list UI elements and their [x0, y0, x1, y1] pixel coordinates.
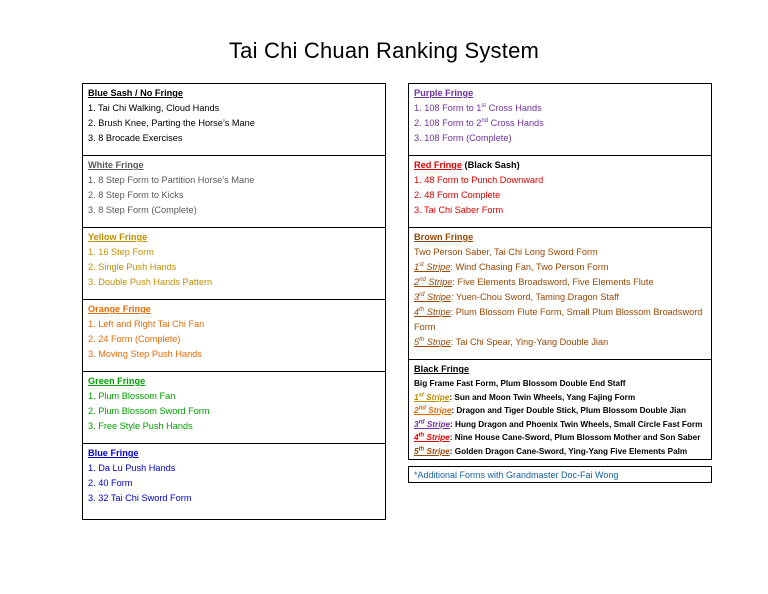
green-fringe-section — [83, 372, 385, 444]
blue-sash-section — [83, 84, 385, 156]
list-item: 3. 108 Form (Complete) — [414, 133, 512, 143]
stripe-item: 2nd Stripe: Five Elements Broadsword, Five Elements Flute — [414, 276, 654, 287]
left-rank-table — [82, 83, 386, 520]
purple-fringe-section — [409, 84, 711, 156]
list-item: 1. 8 Step Form to Partition Horse’s Mane — [88, 175, 255, 185]
stripe-item: 1st Stripe: Sun and Moon Twin Wheels, Yang Fajing Form — [414, 391, 636, 402]
list-item: 2. 24 Form (Complete) — [88, 334, 181, 344]
list-item: 2. Brush Knee, Parting the Horse’s Mane — [88, 118, 255, 128]
list-item: 2. 8 Step Form to Kicks — [88, 190, 184, 200]
stripe-item: 4th Stripe: Plum Blossom Flute Form, Small Plum Blossom Broadsword Form — [414, 306, 703, 332]
right-rank-table — [408, 83, 712, 460]
list-item: 2. 108 Form to 2nd Cross Hands — [414, 117, 544, 128]
list-item: 2. 40 Form — [88, 478, 133, 488]
section-heading: Yellow Fringe — [88, 232, 148, 242]
section-heading: Red Fringe (Black Sash) — [414, 160, 520, 170]
list-item: 3. 32 Tai Chi Sword Form — [88, 493, 192, 503]
list-item: 1. Da Lu Push Hands — [88, 463, 176, 473]
list-item: 3. 8 Step Form (Complete) — [88, 205, 197, 215]
section-heading: Orange Fringe — [88, 304, 151, 314]
list-item: 2. Plum Blossom Sword Form — [88, 406, 210, 416]
stripe-item: 4th Stripe: Nine House Cane-Sword, Plum Blossom Mother and Son Saber — [414, 432, 701, 442]
section-heading: Brown Fringe — [414, 232, 474, 242]
list-item: 1. Left and Right Tai Chi Fan — [88, 319, 205, 329]
orange-fringe-section — [83, 300, 385, 372]
section-heading: Green Fringe — [88, 376, 146, 386]
yellow-fringe-section — [83, 228, 385, 300]
blue-fringe-section — [83, 444, 385, 506]
section-heading: Purple Fringe — [414, 88, 474, 98]
red-fringe-section — [409, 156, 711, 228]
list-item: 1. 48 Form to Punch Downward — [414, 175, 544, 185]
list-item: Two Person Saber, Tai Chi Long Sword Form — [414, 247, 598, 257]
section-heading: Black Fringe — [414, 364, 470, 374]
list-item: 1. 16 Step Form — [88, 247, 154, 257]
list-item: Big Frame Fast Form, Plum Blossom Double End Staff — [414, 379, 626, 388]
black-fringe-section — [409, 360, 711, 458]
white-fringe-section — [83, 156, 385, 228]
list-item: 3. Double Push Hands Pattern — [88, 277, 213, 287]
list-item: 3. Free Style Push Hands — [88, 421, 193, 431]
stripe-item: 2nd Stripe: Dragon and Tiger Double Stick, Plum Blossom Double Jian — [414, 405, 686, 415]
brown-fringe-section — [409, 228, 711, 360]
list-item: 1. Plum Blossom Fan — [88, 391, 176, 401]
section-heading: Blue Sash / No Fringe — [88, 88, 183, 98]
stripe-item: 5th Stripe: Golden Dragon Cane-Sword, Ying-Yang Five Elements Palm — [414, 445, 688, 456]
page-title: Tai Chi Chuan Ranking System — [228, 38, 540, 63]
grandmaster-note: *Additional Forms with Grandmaster Doc-Fai Wong — [408, 466, 712, 483]
stripe-item: 5th Stripe: Tai Chi Spear, Ying-Yang Double Jian — [414, 336, 609, 347]
list-item: 3. Tai Chi Saber Form — [414, 205, 504, 215]
list-item: 1. 108 Form to 1st Cross Hands — [414, 102, 542, 113]
section-heading: White Fringe — [88, 160, 144, 170]
stripe-item: 3rd Stripe: Yuen-Chou Sword, Taming Dragon Staff — [414, 291, 620, 302]
list-item: 3. Moving Step Push Hands — [88, 349, 202, 359]
list-item: 3. 8 Brocade Exercises — [88, 133, 183, 143]
list-item: 2. 48 Form Complete — [414, 190, 501, 200]
stripe-item: 3rd Stripe: Hung Dragon and Phoenix Twin Wheels, Small Circle Fast Form — [414, 418, 703, 429]
list-item: 2. Single Push Hands — [88, 262, 177, 272]
section-heading: Blue Fringe — [88, 448, 139, 458]
stripe-item: 1st Stripe: Wind Chasing Fan, Two Person Form — [414, 261, 609, 272]
list-item: 1. Tai Chi Walking, Cloud Hands — [88, 103, 220, 113]
